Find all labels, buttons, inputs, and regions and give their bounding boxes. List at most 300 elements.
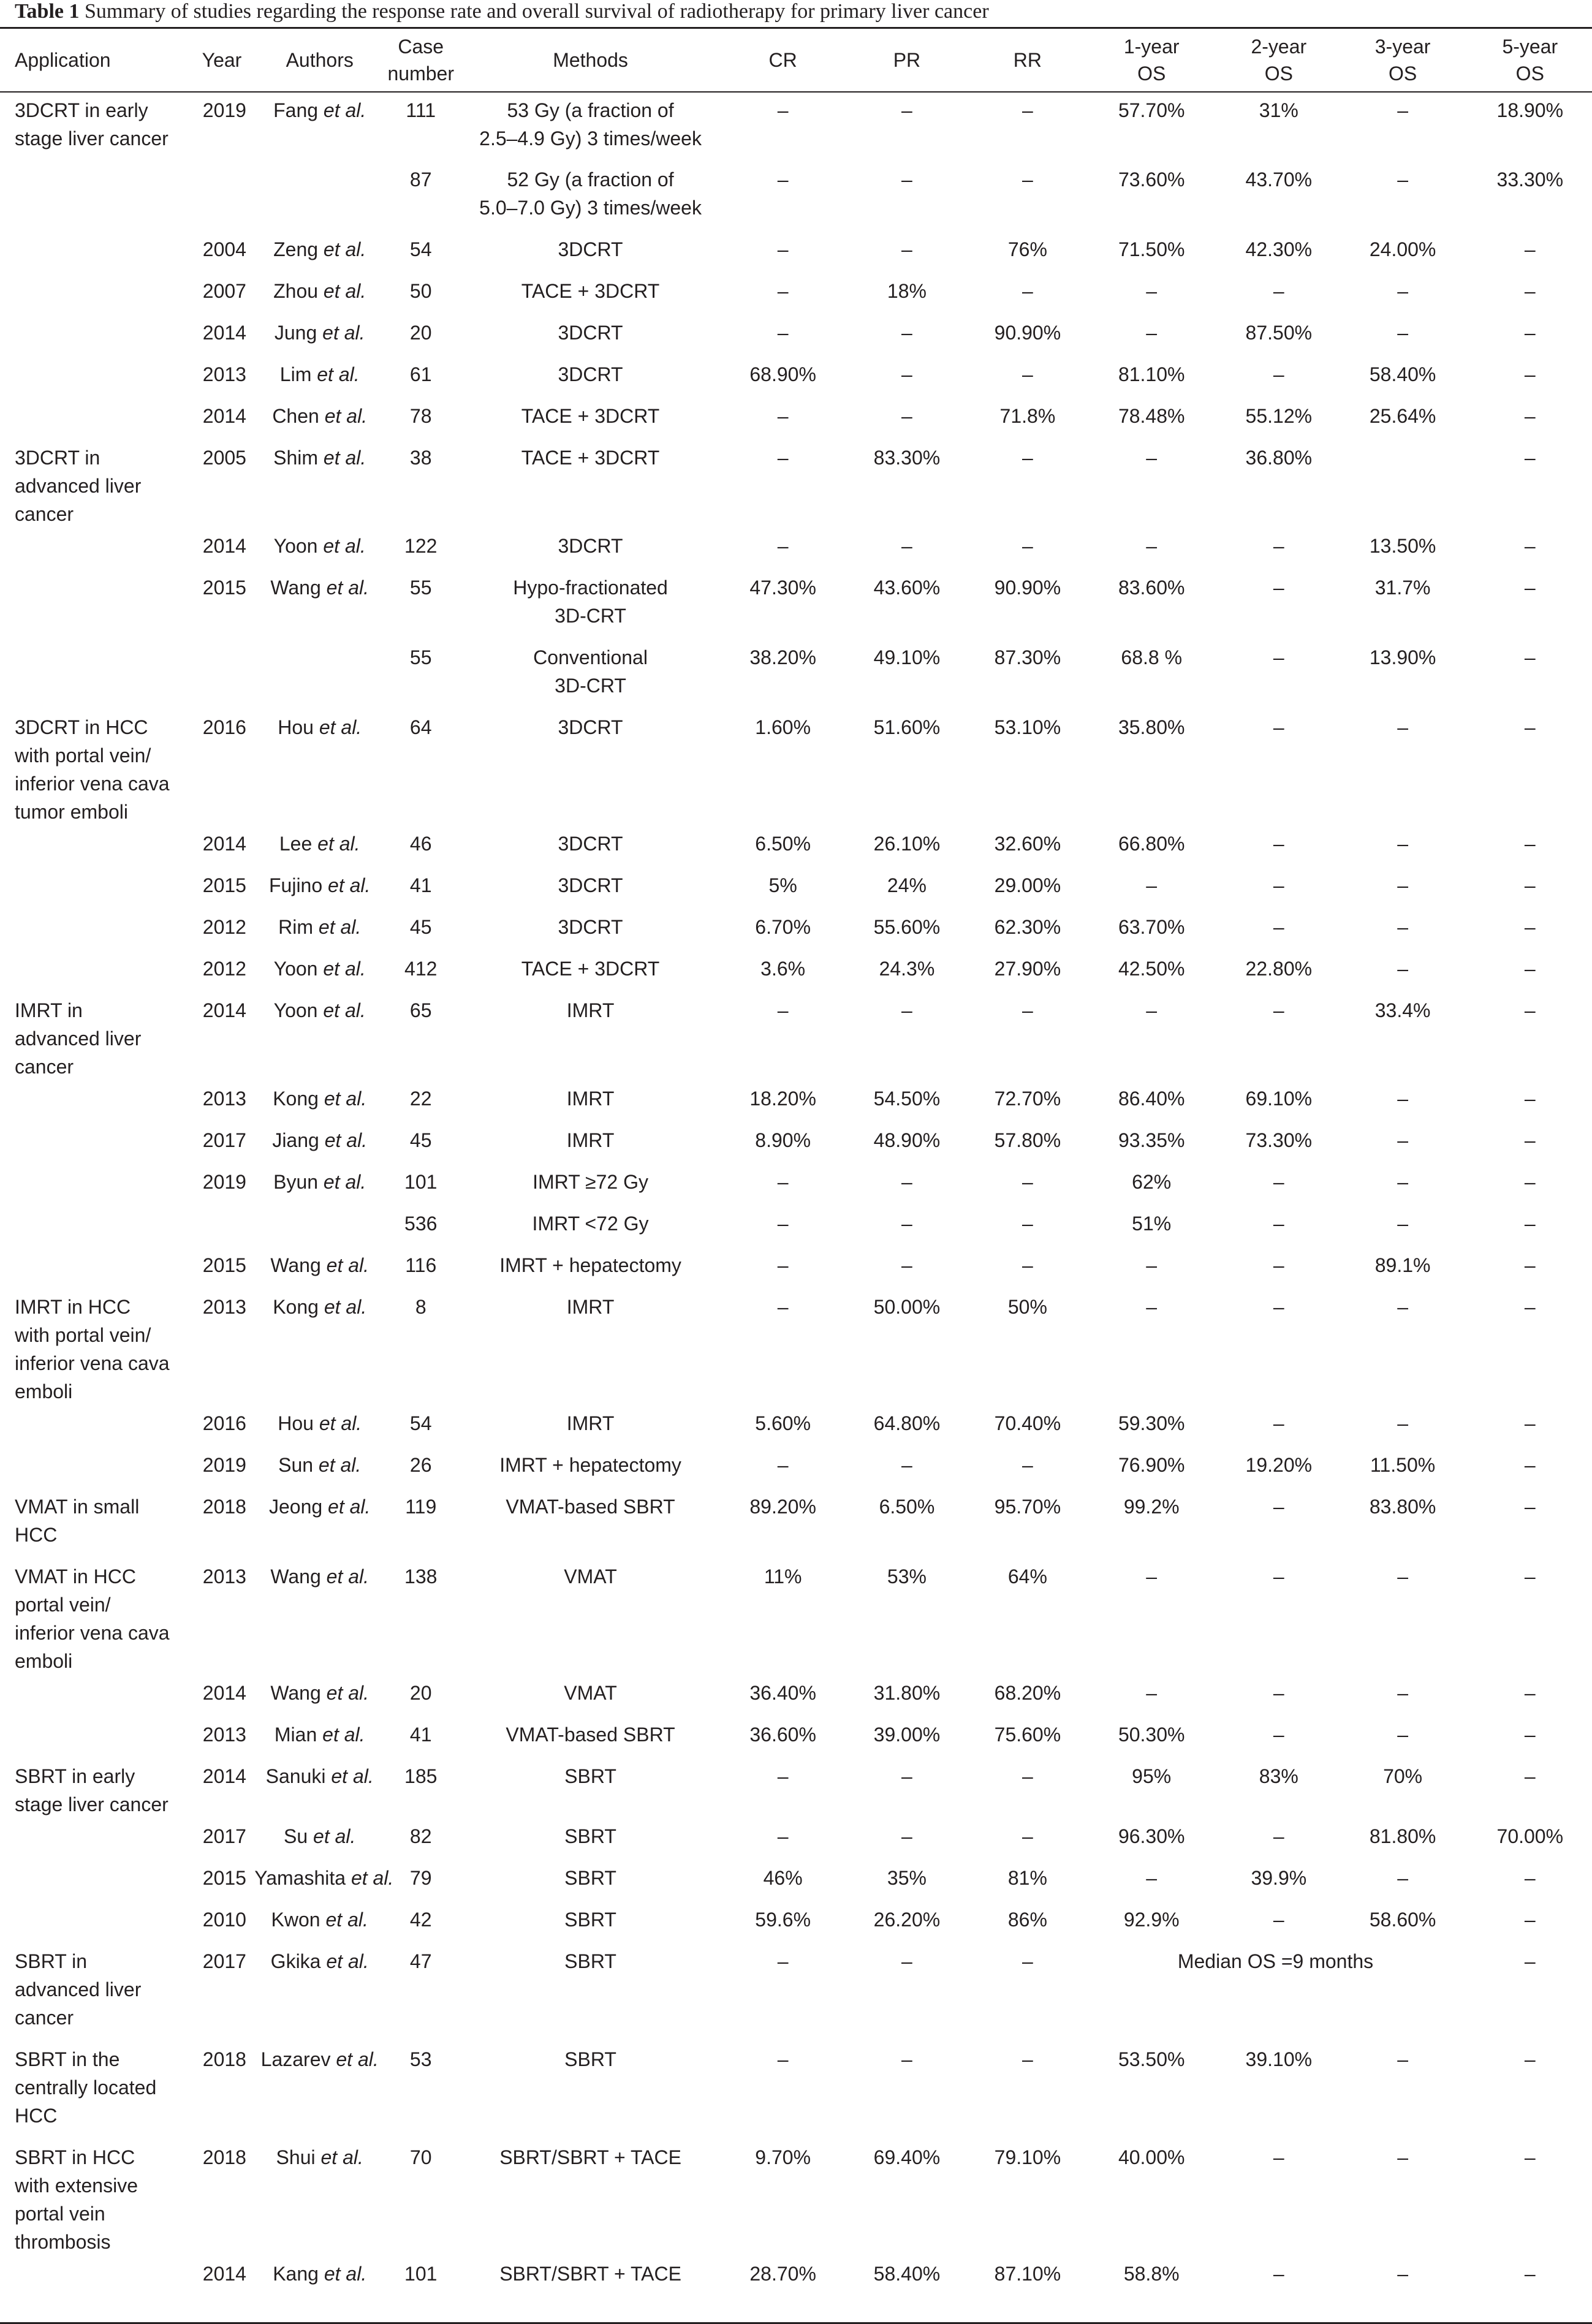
application-cell bbox=[0, 826, 189, 868]
method-cell: 53 Gy (a fraction of 2.5–4.9 Gy) 3 times/week bbox=[479, 99, 702, 150]
method-cell: SBRT bbox=[564, 1866, 616, 1889]
value-cell: – bbox=[1524, 716, 1536, 738]
application-cell bbox=[0, 570, 189, 640]
value-cell: – bbox=[1524, 1950, 1536, 1972]
value-cell: – bbox=[1273, 1170, 1284, 1193]
method-cell: VMAT-based SBRT bbox=[506, 1723, 675, 1746]
year-cell: 2012 bbox=[202, 957, 246, 980]
table-row bbox=[0, 1122, 1592, 1164]
case-number-cell: 41 bbox=[409, 1723, 432, 1746]
value-cell: – bbox=[1524, 446, 1536, 469]
value-cell: – bbox=[901, 1765, 912, 1787]
case-number-cell: 53 bbox=[409, 2048, 432, 2070]
application-cell bbox=[0, 1860, 189, 1902]
table-row bbox=[0, 2256, 1592, 2323]
value-cell: – bbox=[777, 279, 789, 302]
value-cell: – bbox=[1524, 534, 1536, 557]
value-cell: 68.8 % bbox=[1121, 646, 1183, 668]
value-cell: 43.60% bbox=[873, 576, 941, 599]
value-cell: 42.30% bbox=[1245, 238, 1313, 260]
case-number-cell: 42 bbox=[409, 1908, 432, 1931]
value-cell: 54.50% bbox=[873, 1087, 941, 1110]
table-row bbox=[0, 528, 1592, 570]
application-cell bbox=[0, 2256, 189, 2323]
table-row bbox=[0, 1447, 1592, 1489]
application-cell bbox=[0, 909, 189, 951]
value-cell: 39.10% bbox=[1245, 2048, 1313, 2070]
value-cell: – bbox=[1524, 2048, 1536, 2070]
author-cell: Sanuki et al. bbox=[265, 1765, 374, 1787]
value-cell: – bbox=[1524, 874, 1536, 896]
median-os-cell: Median OS =9 months bbox=[1177, 1950, 1374, 1972]
application-cell bbox=[0, 528, 189, 570]
value-cell: – bbox=[1273, 2146, 1284, 2168]
author-cell: Zeng et al. bbox=[273, 238, 366, 260]
value-cell: 3.6% bbox=[760, 957, 806, 980]
method-cell: 52 Gy (a fraction of 5.0–7.0 Gy) 3 times/week bbox=[479, 168, 702, 219]
year-cell: 2015 bbox=[202, 1254, 246, 1276]
value-cell: – bbox=[1220, 2256, 1338, 2323]
case-number-cell: 38 bbox=[409, 446, 432, 469]
year-cell: 2019 bbox=[202, 1170, 246, 1193]
value-cell: – bbox=[1273, 832, 1284, 855]
value-cell: – bbox=[1524, 1412, 1536, 1434]
method-cell: IMRT bbox=[566, 1295, 615, 1318]
table-label: Table 1 bbox=[15, 0, 80, 23]
case-number-cell: 64 bbox=[409, 716, 432, 738]
table-row bbox=[0, 273, 1592, 315]
application-cell bbox=[0, 1164, 189, 1206]
application-cell bbox=[0, 1447, 189, 1489]
value-cell: 59.6% bbox=[755, 1908, 811, 1931]
value-cell: 89.1% bbox=[1374, 1254, 1431, 1276]
value-cell: – bbox=[777, 1295, 789, 1318]
method-cell: TACE + 3DCRT bbox=[521, 404, 660, 427]
application-cell bbox=[0, 357, 189, 398]
author-cell: Jeong et al. bbox=[268, 1495, 371, 1518]
application-cell bbox=[0, 1819, 189, 1860]
method-cell: SBRT bbox=[564, 1908, 616, 1931]
value-cell: 33.30% bbox=[1496, 168, 1564, 191]
value-cell: – bbox=[1524, 238, 1536, 260]
author-cell: Kang et al. bbox=[254, 2256, 385, 2323]
value-cell: 48.90% bbox=[873, 1129, 941, 1151]
value-cell: 95% bbox=[1132, 1765, 1172, 1787]
table-row bbox=[0, 1489, 1592, 1559]
value-cell: 29.00% bbox=[994, 874, 1061, 896]
value-cell: – bbox=[1273, 1254, 1284, 1276]
value-cell: – bbox=[1524, 1170, 1536, 1193]
value-cell: – bbox=[1397, 1295, 1408, 1318]
header-application: Application bbox=[0, 28, 189, 92]
value-cell: 39.00% bbox=[873, 1723, 941, 1746]
value-cell: – bbox=[1022, 1212, 1033, 1235]
value-cell: 99.2% bbox=[1123, 1495, 1180, 1518]
value-cell: 59.30% bbox=[1118, 1412, 1185, 1434]
value-cell: – bbox=[1146, 1295, 1158, 1318]
value-cell: 75.60% bbox=[994, 1723, 1061, 1746]
value-cell: 57.80% bbox=[994, 1129, 1061, 1151]
value-cell: – bbox=[777, 1765, 789, 1787]
table-row bbox=[0, 1081, 1592, 1122]
value-cell: 33.4% bbox=[1374, 999, 1431, 1021]
value-cell: – bbox=[1397, 1681, 1408, 1704]
value-cell: – bbox=[1273, 915, 1284, 938]
value-cell: 70.00% bbox=[1496, 1825, 1564, 1847]
value-cell: – bbox=[1397, 874, 1408, 896]
method-cell: TACE + 3DCRT bbox=[521, 279, 660, 302]
value-cell: – bbox=[1524, 1565, 1536, 1588]
value-cell: 81.80% bbox=[1369, 1825, 1436, 1847]
case-number-cell: 138 bbox=[404, 1565, 438, 1588]
value-cell: – bbox=[1397, 1866, 1408, 1889]
year-cell: 2004 bbox=[202, 238, 246, 260]
value-cell: – bbox=[1273, 1908, 1284, 1931]
application-cell: SBRT in HCC with extensive portal vein thrombosis bbox=[15, 2146, 138, 2253]
value-cell: 70% bbox=[1383, 1765, 1423, 1787]
value-cell: 58.60% bbox=[1369, 1908, 1436, 1931]
table-row bbox=[0, 826, 1592, 868]
value-cell: – bbox=[1524, 1681, 1536, 1704]
header-methods: Methods bbox=[457, 28, 724, 92]
value-cell: 58.40% bbox=[841, 2256, 972, 2323]
method-cell: SBRT bbox=[564, 1950, 616, 1972]
value-cell: 36.60% bbox=[749, 1723, 816, 1746]
table-row bbox=[0, 357, 1592, 398]
value-cell: – bbox=[901, 99, 912, 121]
value-cell: – bbox=[1524, 1129, 1536, 1151]
value-cell: – bbox=[1397, 321, 1408, 344]
method-cell: IMRT bbox=[566, 1129, 615, 1151]
value-cell: – bbox=[777, 1170, 789, 1193]
value-cell: 81.10% bbox=[1118, 363, 1185, 385]
application-cell bbox=[0, 1081, 189, 1122]
author-cell: Kong et al. bbox=[273, 1295, 367, 1318]
year-cell: 2014 bbox=[202, 534, 246, 557]
table-row bbox=[0, 398, 1592, 440]
application-cell bbox=[0, 1247, 189, 1289]
value-cell: 19.20% bbox=[1245, 1453, 1313, 1476]
application-cell bbox=[0, 1206, 189, 1247]
application-cell bbox=[0, 315, 189, 357]
value-cell: – bbox=[1273, 1495, 1284, 1518]
value-cell: 24.00% bbox=[1369, 238, 1436, 260]
value-cell: – bbox=[1397, 2048, 1408, 2070]
header-authors: Authors bbox=[254, 28, 385, 92]
value-cell: – bbox=[1273, 1295, 1284, 1318]
application-cell: SBRT in advanced liver cancer bbox=[15, 1950, 142, 2029]
value-cell: 9.70% bbox=[755, 2146, 811, 2168]
application-cell bbox=[0, 951, 189, 993]
table-row bbox=[0, 710, 1592, 826]
value-cell: – bbox=[777, 238, 789, 260]
header-pr: PR bbox=[841, 28, 972, 92]
value-cell: 42.50% bbox=[1118, 957, 1185, 980]
author-cell: Yoon et al. bbox=[273, 534, 366, 557]
value-cell: 13.50% bbox=[1369, 534, 1436, 557]
table-row bbox=[0, 2140, 1592, 2256]
case-number-cell: 55 bbox=[409, 576, 432, 599]
author-cell: Rim et al. bbox=[278, 915, 362, 938]
case-number-cell: 54 bbox=[409, 238, 432, 260]
year-cell bbox=[189, 1206, 254, 1247]
case-number-cell: 20 bbox=[409, 321, 432, 344]
value-cell: – bbox=[1146, 534, 1158, 557]
method-cell: IMRT <72 Gy bbox=[532, 1212, 649, 1235]
value-cell: – bbox=[901, 534, 912, 557]
method-cell: SBRT/SBRT + TACE bbox=[457, 2256, 724, 2323]
author-cell: Kwon et al. bbox=[271, 1908, 368, 1931]
method-cell: VMAT-based SBRT bbox=[506, 1495, 675, 1518]
value-cell: 6.50% bbox=[879, 1495, 935, 1518]
table-row bbox=[0, 993, 1592, 1081]
year-cell: 2016 bbox=[202, 716, 246, 738]
value-cell: – bbox=[1022, 363, 1033, 385]
header-year: Year bbox=[189, 28, 254, 92]
method-cell: TACE + 3DCRT bbox=[521, 957, 660, 980]
value-cell: – bbox=[1397, 957, 1408, 980]
value-cell: 53% bbox=[887, 1565, 927, 1588]
author-cell: Shui et al. bbox=[276, 2146, 363, 2168]
value-cell: – bbox=[1397, 1087, 1408, 1110]
value-cell: – bbox=[777, 321, 789, 344]
value-cell: – bbox=[1273, 1723, 1284, 1746]
value-cell: – bbox=[1524, 576, 1536, 599]
value-cell: 76.90% bbox=[1118, 1453, 1185, 1476]
value-cell: 95.70% bbox=[994, 1495, 1061, 1518]
value-cell: 93.35% bbox=[1118, 1129, 1185, 1151]
value-cell: 50% bbox=[1007, 1295, 1047, 1318]
value-cell: 89.20% bbox=[749, 1495, 816, 1518]
value-cell: – bbox=[777, 1212, 789, 1235]
value-cell: – bbox=[1022, 446, 1033, 469]
value-cell: 40.00% bbox=[1118, 2146, 1185, 2168]
value-cell: 58.40% bbox=[1369, 363, 1436, 385]
table-row bbox=[0, 1206, 1592, 1247]
year-cell: 2010 bbox=[202, 1908, 246, 1931]
method-cell: SBRT bbox=[564, 1765, 616, 1787]
case-number-cell: 55 bbox=[409, 646, 432, 668]
value-cell: 26.10% bbox=[873, 832, 941, 855]
value-cell: – bbox=[1524, 832, 1536, 855]
case-number-cell: 8 bbox=[415, 1295, 426, 1318]
value-cell: 49.10% bbox=[873, 646, 941, 668]
table-body bbox=[0, 92, 1592, 2323]
value-cell: – bbox=[1146, 321, 1158, 344]
author-cell: Kong et al. bbox=[273, 1087, 367, 1110]
value-cell: – bbox=[1022, 1453, 1033, 1476]
value-cell: 86.40% bbox=[1118, 1087, 1185, 1110]
case-number-cell: 54 bbox=[409, 1412, 432, 1434]
application-cell: IMRT in advanced liver cancer bbox=[15, 999, 142, 1078]
value-cell: 22.80% bbox=[1245, 957, 1313, 980]
case-number-cell: 22 bbox=[409, 1087, 432, 1110]
value-cell: – bbox=[1524, 363, 1536, 385]
value-cell: – bbox=[1022, 534, 1033, 557]
table-row bbox=[0, 1902, 1592, 1944]
year-cell: 2013 bbox=[202, 363, 246, 385]
value-cell: – bbox=[1022, 279, 1033, 302]
value-cell: – bbox=[1397, 915, 1408, 938]
value-cell: – bbox=[1273, 279, 1284, 302]
value-cell: – bbox=[1524, 1087, 1536, 1110]
method-cell: 3DCRT bbox=[558, 832, 623, 855]
value-cell: 83.60% bbox=[1118, 576, 1185, 599]
year-cell: 2017 bbox=[202, 1129, 246, 1151]
header-case-number: Case number bbox=[385, 28, 457, 92]
year-cell: 2017 bbox=[202, 1950, 246, 1972]
header-row bbox=[0, 28, 1592, 92]
method-cell: SBRT bbox=[564, 1825, 616, 1847]
case-number-cell: 116 bbox=[405, 1254, 437, 1276]
value-cell: – bbox=[1524, 915, 1536, 938]
case-number-cell: 50 bbox=[409, 279, 432, 302]
case-number-cell: 46 bbox=[409, 832, 432, 855]
application-cell: SBRT in the centrally located HCC bbox=[15, 2048, 157, 2127]
case-number-cell: 41 bbox=[409, 874, 432, 896]
value-cell: – bbox=[777, 99, 789, 121]
value-cell: 78.48% bbox=[1118, 404, 1185, 427]
method-cell: 3DCRT bbox=[558, 321, 623, 344]
table-row bbox=[0, 92, 1592, 162]
value-cell: 27.90% bbox=[994, 957, 1061, 980]
case-number-cell: 61 bbox=[409, 363, 432, 385]
value-cell: 79.10% bbox=[994, 2146, 1061, 2168]
value-cell: 90.90% bbox=[994, 576, 1061, 599]
case-number-cell: 111 bbox=[406, 99, 436, 121]
value-cell: – bbox=[1524, 2146, 1536, 2168]
value-cell: – bbox=[1397, 2146, 1408, 2168]
year-cell: 2018 bbox=[202, 2146, 246, 2168]
value-cell: 62.30% bbox=[994, 915, 1061, 938]
method-cell: IMRT bbox=[566, 1412, 615, 1434]
case-number-cell: 78 bbox=[409, 404, 432, 427]
author-cell: Yoon et al. bbox=[273, 999, 366, 1021]
year-cell: 2014 bbox=[202, 404, 246, 427]
author-cell: Shim et al. bbox=[273, 446, 366, 469]
method-cell: VMAT bbox=[564, 1681, 617, 1704]
value-cell: 6.50% bbox=[755, 832, 811, 855]
case-number-cell: 101 bbox=[404, 1170, 438, 1193]
table-row bbox=[0, 2042, 1592, 2140]
year-cell: 2013 bbox=[202, 1723, 246, 1746]
value-cell: 71.50% bbox=[1118, 238, 1185, 260]
header-os-1-year: 1-year OS bbox=[1083, 28, 1220, 92]
table-row bbox=[0, 1860, 1592, 1902]
value-cell: – bbox=[1273, 534, 1284, 557]
value-cell: – bbox=[1273, 716, 1284, 738]
value-cell: – bbox=[1397, 832, 1408, 855]
value-cell: 68.90% bbox=[749, 363, 816, 385]
year-cell: 2018 bbox=[202, 2048, 246, 2070]
value-cell: – bbox=[777, 2048, 789, 2070]
value-cell: 64.80% bbox=[873, 1412, 941, 1434]
value-cell: 87.50% bbox=[1245, 321, 1313, 344]
application-cell: 3DCRT in HCC with portal vein/ inferior vena cava tumor emboli bbox=[15, 716, 170, 823]
application-cell bbox=[0, 232, 189, 273]
year-cell: 2019 bbox=[202, 1453, 246, 1476]
value-cell: – bbox=[1022, 168, 1033, 191]
case-number-cell: 122 bbox=[404, 534, 438, 557]
application-cell: 3DCRT in early stage liver cancer bbox=[15, 99, 169, 150]
author-cell bbox=[254, 1206, 385, 1247]
value-cell: 57.70% bbox=[1118, 99, 1185, 121]
method-cell: 3DCRT bbox=[558, 363, 623, 385]
case-number-cell: 87 bbox=[409, 168, 432, 191]
table-row bbox=[0, 1758, 1592, 1819]
table-row bbox=[0, 1944, 1592, 2042]
value-cell: 6.70% bbox=[755, 915, 811, 938]
header-rr: RR bbox=[972, 28, 1083, 92]
method-cell: SBRT bbox=[564, 2048, 616, 2070]
value-cell: – bbox=[1397, 1212, 1408, 1235]
table-row bbox=[0, 232, 1592, 273]
value-cell: 73.30% bbox=[1245, 1129, 1313, 1151]
table-row bbox=[0, 1819, 1592, 1860]
value-cell: – bbox=[777, 446, 789, 469]
value-cell: 72.70% bbox=[994, 1087, 1061, 1110]
application-cell bbox=[0, 273, 189, 315]
value-cell: – bbox=[1397, 1170, 1408, 1193]
value-cell: – bbox=[1273, 363, 1284, 385]
value-cell: 68.20% bbox=[994, 1681, 1061, 1704]
value-cell: – bbox=[1524, 957, 1536, 980]
value-cell: 35.80% bbox=[1118, 716, 1185, 738]
value-cell: – bbox=[1524, 1866, 1536, 1889]
value-cell: – bbox=[1146, 279, 1158, 302]
value-cell: 66.80% bbox=[1118, 832, 1185, 855]
table-row bbox=[0, 1675, 1592, 1717]
value-cell: – bbox=[1524, 999, 1536, 1021]
value-cell: – bbox=[1273, 1825, 1284, 1847]
value-cell: – bbox=[1022, 1950, 1033, 1972]
application-cell: VMAT in small HCC bbox=[15, 1495, 140, 1546]
value-cell: 51% bbox=[1132, 1212, 1172, 1235]
table-row bbox=[0, 162, 1592, 232]
header-os-5-year: 5-year OS bbox=[1468, 28, 1592, 92]
year-cell: 2005 bbox=[202, 446, 246, 469]
method-cell: IMRT + hepatectomy bbox=[499, 1254, 681, 1276]
application-cell bbox=[0, 1122, 189, 1164]
value-cell: – bbox=[1273, 1412, 1284, 1434]
method-cell: 3DCRT bbox=[558, 716, 623, 738]
case-number-cell: 26 bbox=[409, 1453, 432, 1476]
value-cell: – bbox=[1524, 1495, 1536, 1518]
value-cell: 31.80% bbox=[873, 1681, 941, 1704]
value-cell: 31.7% bbox=[1374, 576, 1431, 599]
value-cell: 73.60% bbox=[1118, 168, 1185, 191]
year-cell bbox=[189, 640, 254, 710]
author-cell: Lim et al. bbox=[279, 363, 360, 385]
value-cell: 38.20% bbox=[749, 646, 816, 668]
value-cell: 1.60% bbox=[755, 716, 811, 738]
value-cell: – bbox=[901, 1950, 912, 1972]
value-cell: 92.9% bbox=[1123, 1908, 1180, 1931]
value-cell: 13.90% bbox=[1369, 646, 1436, 668]
value-cell: – bbox=[777, 1950, 789, 1972]
author-cell: Wang et al. bbox=[270, 1681, 370, 1704]
table-row bbox=[0, 1406, 1592, 1447]
value-cell: – bbox=[1273, 646, 1284, 668]
value-cell: – bbox=[901, 321, 912, 344]
value-cell: 83.80% bbox=[1369, 1495, 1436, 1518]
author-cell: Mian et al. bbox=[274, 1723, 365, 1746]
case-number-cell: 20 bbox=[409, 1681, 432, 1704]
value-cell: – bbox=[1022, 2048, 1033, 2070]
value-cell: – bbox=[1524, 1212, 1536, 1235]
author-cell: Jiang et al. bbox=[272, 1129, 368, 1151]
value-cell: – bbox=[777, 999, 789, 1021]
